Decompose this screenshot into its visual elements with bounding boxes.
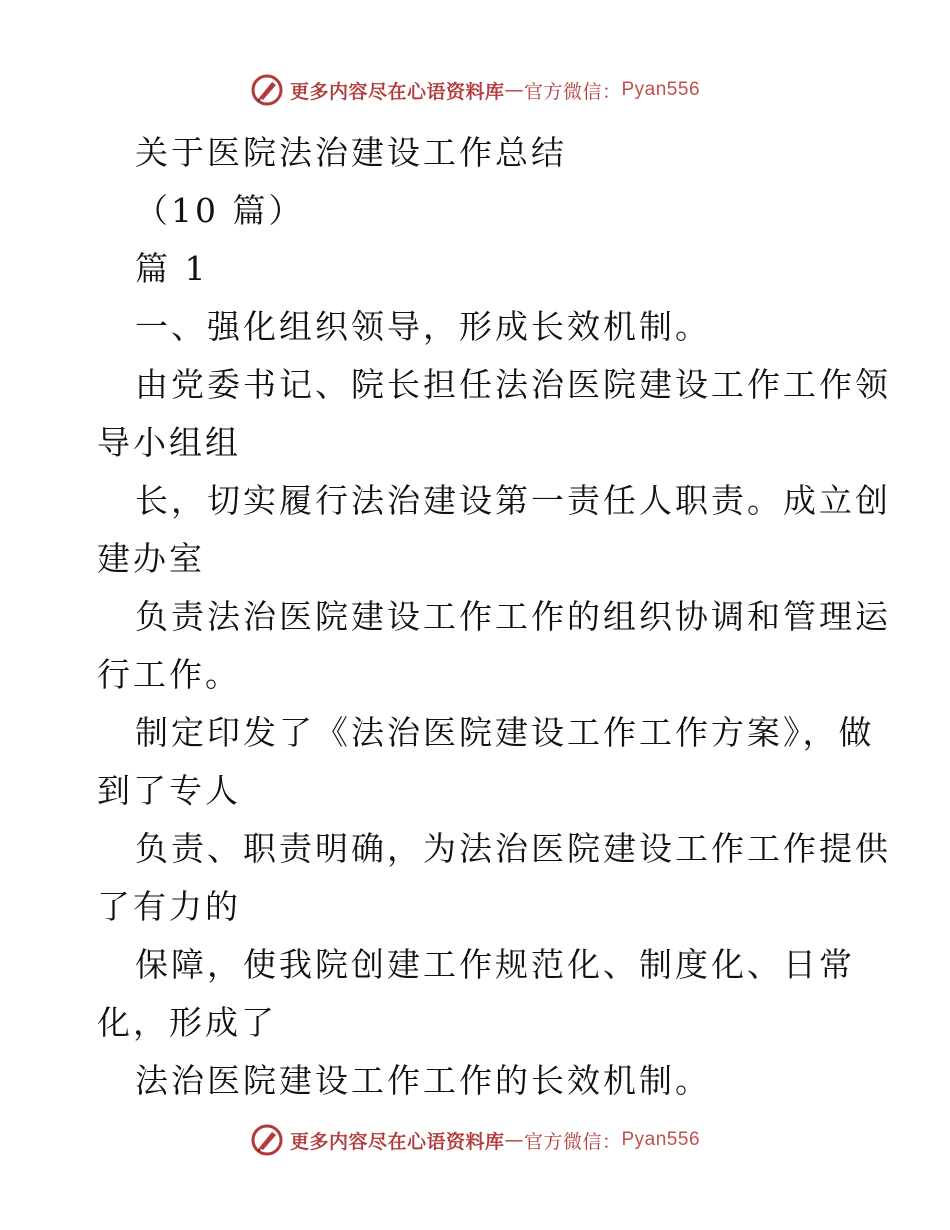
document-title: 关于医院法治建设工作总结 [135, 133, 567, 172]
paragraph-line: 制定印发了《法治医院建设工作工作方案》，做 [135, 713, 875, 752]
paragraph-line: 行工作。 [97, 655, 241, 694]
section-heading: 一、强化组织领导，形成长效机制。 [135, 307, 711, 346]
banner-separator: — [504, 1129, 524, 1151]
banner-wechat-id: Pyan556 [621, 1129, 701, 1150]
paragraph-line: 负责、职责明确，为法治医院建设工作工作提供 [135, 829, 891, 868]
paragraph-line: 建办室 [97, 539, 205, 578]
quill-pen-logo-icon [250, 1123, 284, 1157]
header-banner [0, 70, 950, 110]
paragraph-line: 由党委书记、院长担任法治医院建设工作工作领 [135, 365, 891, 404]
footer-banner [0, 1120, 950, 1160]
paragraph-line: 法治医院建设工作工作的长效机制。 [135, 1061, 711, 1100]
paragraph-line: 了有力的 [97, 887, 241, 926]
banner-wechat-label: 官方微信： [523, 80, 622, 103]
banner-wechat-id: Pyan556 [621, 79, 701, 100]
quill-pen-logo-icon [250, 73, 284, 107]
banner-brand: 更多内容尽在心语资料库 [289, 1130, 505, 1153]
paragraph-line: 长，切实履行法治建设第一责任人职责。成立创 [135, 481, 891, 520]
paragraph-line: 保障，使我院创建工作规范化、制度化、日常 [135, 945, 855, 984]
banner-separator: — [504, 79, 524, 101]
paragraph-lines [97, 356, 891, 1110]
paragraph-line: 负责法治医院建设工作工作的组织协调和管理运 [135, 597, 891, 636]
paragraph-line: 导小组组 [97, 423, 241, 462]
paragraph-line: 化，形成了 [97, 1003, 277, 1042]
document-body [97, 124, 891, 1110]
document-subtitle: （10 篇） [135, 191, 305, 230]
banner-wechat-label: 官方微信： [523, 1130, 622, 1153]
banner-brand: 更多内容尽在心语资料库 [289, 80, 505, 103]
section-label: 篇 1 [135, 249, 209, 288]
paragraph-line: 到了专人 [97, 771, 241, 810]
